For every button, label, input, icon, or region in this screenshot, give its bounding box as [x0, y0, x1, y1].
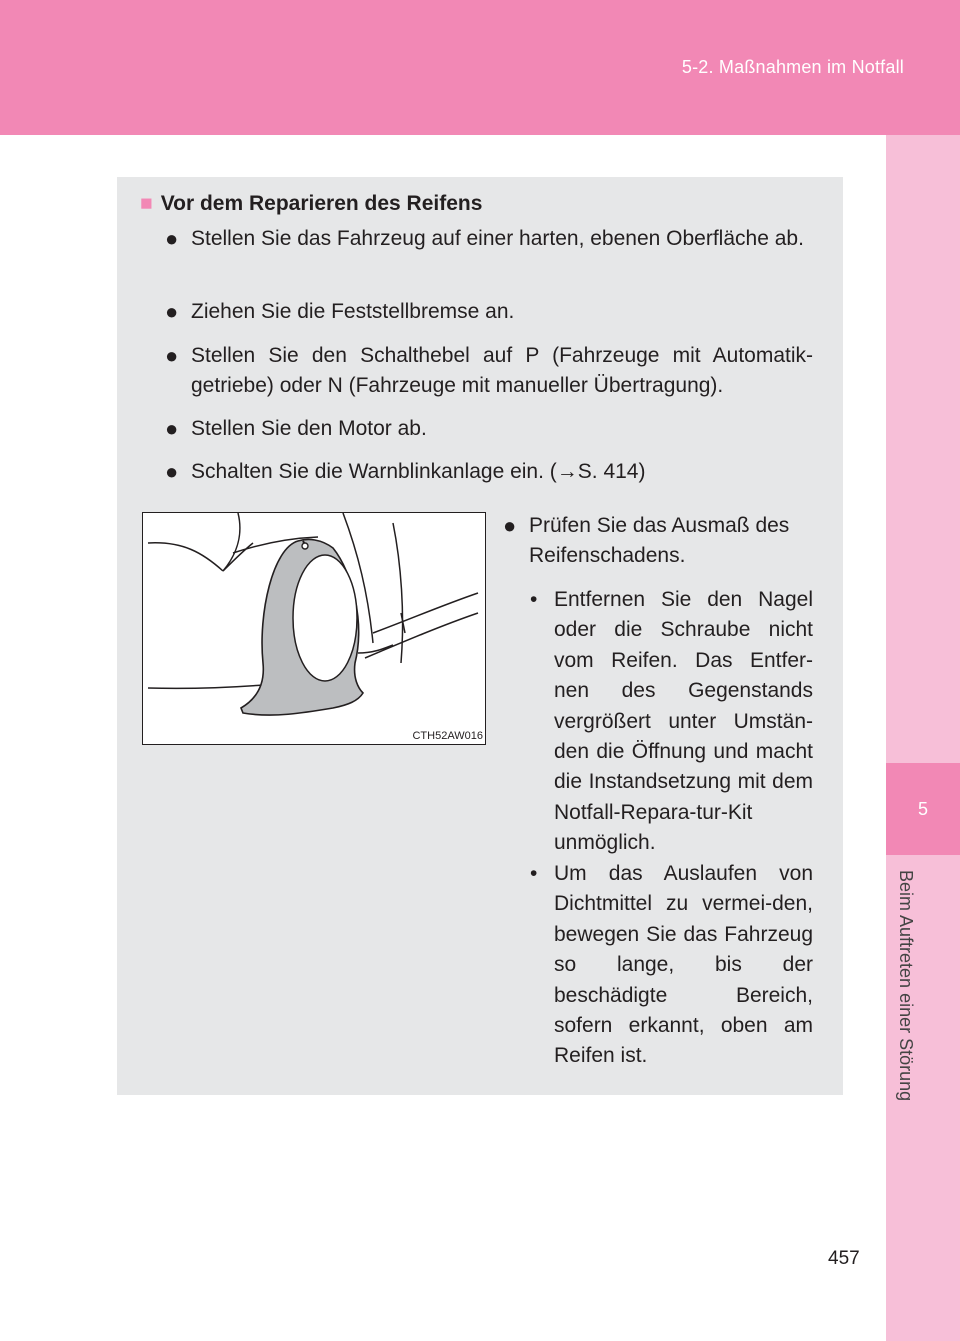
sub-list-item	[528, 585, 813, 859]
tire-drawing	[143, 513, 485, 744]
sub-list-item-text: Um das Auslaufen von Dichtmittel zu vermei-den, bewegen Sie das Fahrzeug so lange, bis der beschädigte Bereich, sofern erkannt, oben am Reifen ist.	[554, 862, 813, 1068]
list-item-text: Schalten Sie die Warnblinkanlage ein. (→S. 414)	[191, 460, 646, 483]
bullet-icon: ●	[165, 299, 179, 324]
bullet-icon: ●	[165, 459, 179, 484]
list-item	[165, 341, 813, 401]
box-title-text: Vor dem Reparieren des Reifens	[160, 192, 483, 215]
list-item-text: Prüfen Sie das Ausmaß des Reifenschadens.	[529, 514, 790, 567]
tire-illustration	[142, 512, 486, 745]
section-title: 5-2. Maßnahmen im Notfall	[681, 57, 904, 77]
page-header	[0, 0, 960, 135]
dot-icon: •	[530, 862, 538, 885]
list-item	[165, 414, 813, 444]
bullet-icon: ●	[165, 226, 179, 251]
chapter-tab[interactable]	[886, 763, 960, 855]
list-item-text: Stellen Sie den Motor ab.	[191, 417, 427, 440]
sub-list-item-text: Entfernen Sie den Nagel oder die Schraube nicht vom Reifen. Das Entfer-nen des Gegenstands vergrößert unter Umstän-den die Öffnung und macht die Instandsetzung mit dem Notfall-Repara-tur-Kit unmöglich.	[554, 588, 813, 855]
dot-icon: •	[530, 588, 538, 611]
list-item	[165, 297, 813, 327]
list-item-text: Ziehen Sie die Feststellbremse an.	[191, 300, 515, 323]
chapter-number: 5	[917, 799, 928, 819]
list-item-text: Stellen Sie das Fahrzeug auf einer harten, ebenen Oberfläche ab.	[191, 227, 804, 250]
list-item	[165, 457, 813, 487]
illustration-code: CTH52AW016	[412, 730, 483, 742]
list-item	[165, 224, 813, 254]
sub-list-item	[528, 859, 813, 1072]
chapter-label: Beim Auftreten einer Störung	[896, 870, 916, 1102]
list-item	[503, 511, 813, 571]
box-title	[140, 192, 482, 216]
page-number: 457	[828, 1248, 860, 1269]
list-item-text: Stellen Sie den Schalthebel auf P (Fahrzeuge mit Automatik-getriebe) oder N (Fahrzeuge mit manueller Übertragung).	[191, 344, 813, 397]
square-bullet-icon: ■	[140, 192, 153, 215]
bullet-icon: ●	[165, 343, 179, 368]
bullet-icon: ●	[165, 416, 179, 441]
side-tab	[886, 135, 960, 1341]
bullet-icon: ●	[503, 513, 517, 538]
